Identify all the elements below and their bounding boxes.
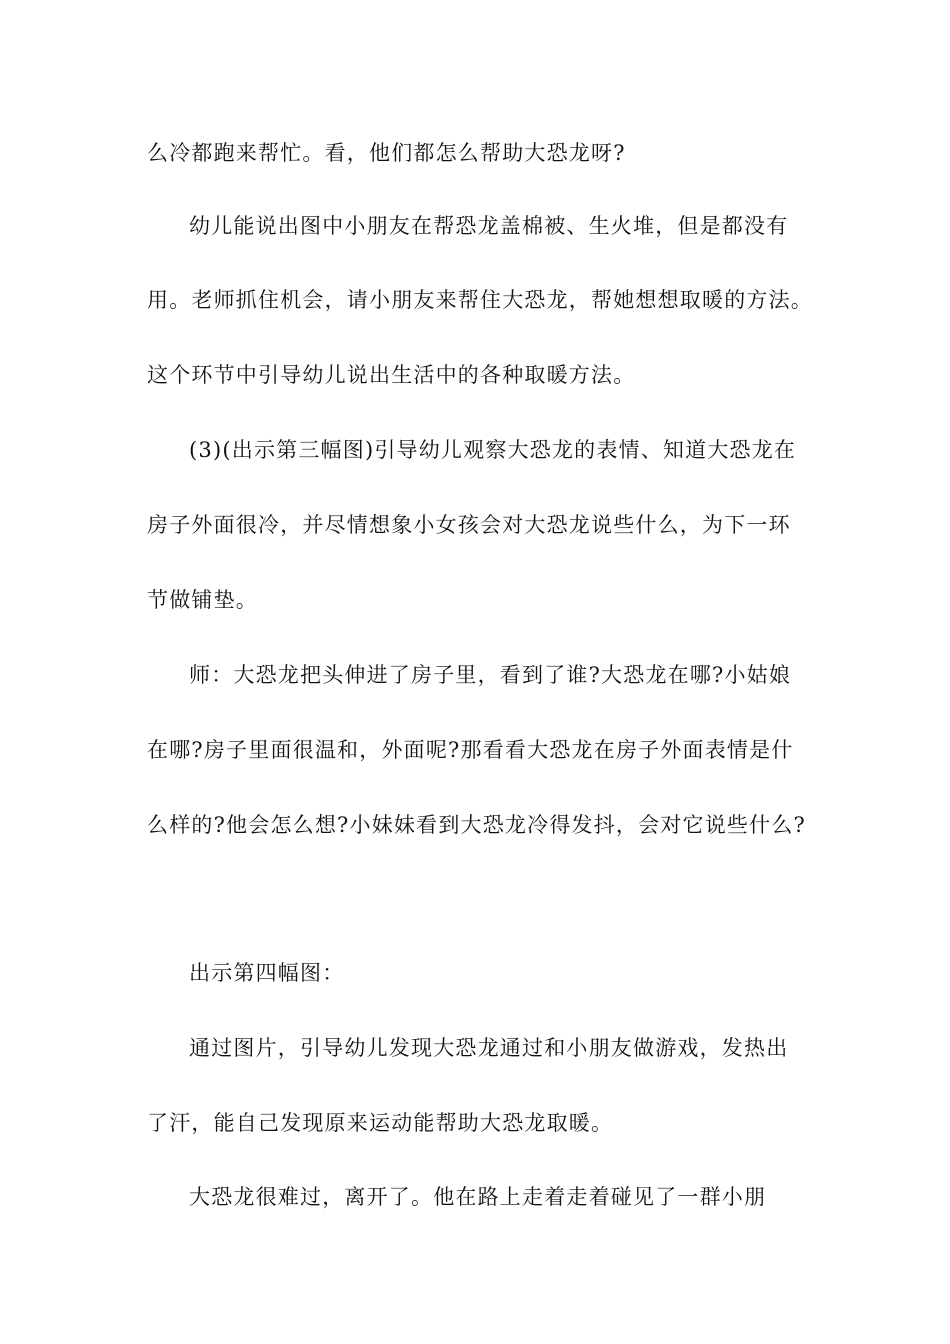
text-line-9: 在哪?房子里面很温和，外面呢?那看看大恐龙在房子外面表情是什 [147, 738, 794, 762]
text-line-14: 大恐龙很难过，离开了。他在路上走着走着碰见了一群小朋 [189, 1185, 767, 1209]
text-line-13: 了汗，能自己发现原来运动能帮助大恐龙取暖。 [147, 1111, 614, 1135]
text-line-3: 用。老师抓住机会，请小朋友来帮住大恐龙，帮她想想取暖的方法。 [147, 288, 813, 312]
text-line-8: 师：大恐龙把头伸进了房子里，看到了谁?大恐龙在哪?小姑娘 [189, 663, 792, 687]
text-line-5: (3)(出示第三幅图)引导幼儿观察大恐龙的表情、知道大恐龙在 [189, 438, 797, 462]
text-line-7: 节做铺垫。 [147, 588, 258, 612]
text-line-1: 么冷都跑来帮忙。看，他们都怎么帮助大恐龙呀? [147, 141, 626, 165]
text-line-11: 出示第四幅图： [189, 961, 345, 985]
text-line-2: 幼儿能说出图中小朋友在帮恐龙盖棉被、生火堆，但是都没有 [189, 214, 789, 238]
text-line-6: 房子外面很冷，并尽情想象小女孩会对大恐龙说些什么，为下一环 [147, 513, 791, 537]
text-line-12: 通过图片，引导幼儿发现大恐龙通过和小朋友做游戏，发热出 [189, 1036, 789, 1060]
text-line-4: 这个环节中引导幼儿说出生活中的各种取暖方法。 [147, 363, 636, 387]
text-line-10: 么样的?他会怎么想?小妹妹看到大恐龙冷得发抖，会对它说些什么? [147, 813, 806, 837]
